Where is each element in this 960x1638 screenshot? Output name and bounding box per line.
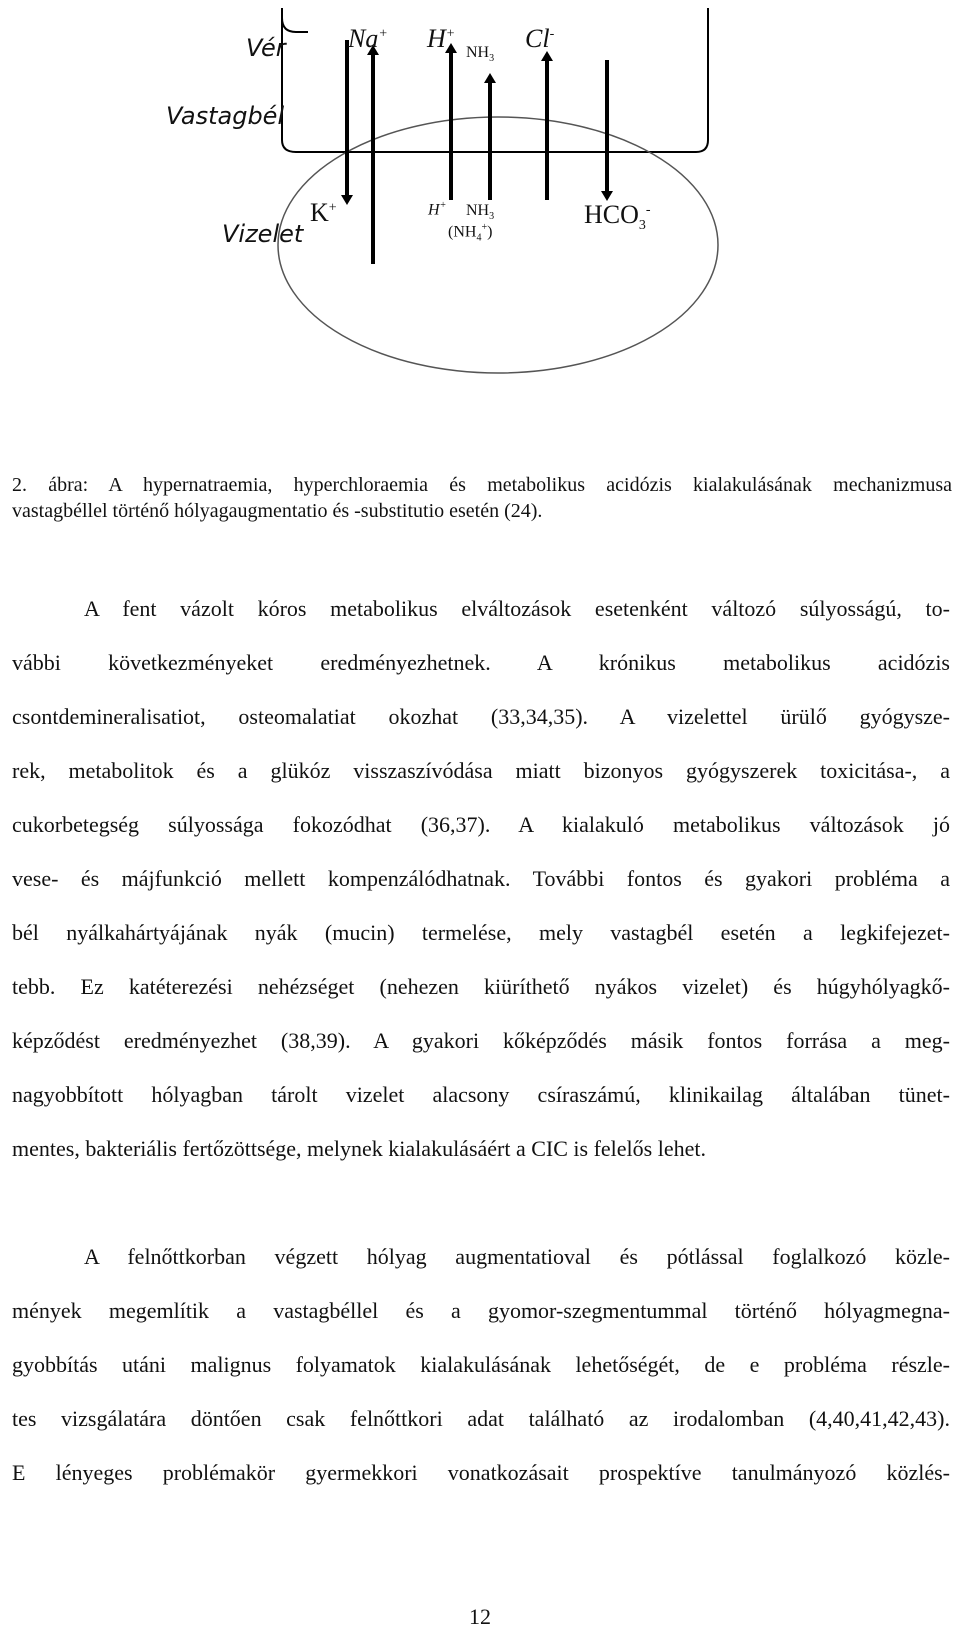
paragraph-line: cukorbetegség súlyossága fokozódhat (36,37). A kialakuló metabolikus változások jó xyxy=(12,812,950,837)
paragraph-line: A fent vázolt kóros metabolikus elváltozások esetenként változó súlyosságú, to- xyxy=(84,596,950,621)
paragraph-line: vábbi következményeket eredményezhetnek. A krónikus metabolikus acidózis xyxy=(12,650,950,675)
ion-cl: Cl- xyxy=(525,24,555,53)
ion-nh3-bottom: $NH_3$ xyxy=(466,202,495,223)
label-ver: Vér xyxy=(246,34,286,62)
paragraph-line: A felnőttkorban végzett hólyag augmentatioval és pótlással foglalkozó közle- xyxy=(84,1244,950,1269)
label-vastagbel: Vastagbél xyxy=(166,102,285,130)
blood-compartment xyxy=(282,8,308,32)
paragraph-line: E lényeges problémakör gyermekkori vonatkozásait prospektíve tanulmányozó közlés- xyxy=(12,1460,950,1485)
paragraph-line: tebb. Ez katéterezési nehézséget (nehezen kiüríthető nyákos vizelet) és húgyhólyagkő- xyxy=(12,974,950,999)
paragraph-line: rek, metabolitok és a glükóz visszaszívódása miatt bizonyos gyógyszerek toxicitása-, a xyxy=(12,758,950,783)
paragraph-line: mentes, bakteriális fertőzöttsége, melynek kialakulásáért a CIC is felelős lehet. xyxy=(12,1136,706,1161)
page-number: 12 xyxy=(469,1604,491,1629)
caption-line-2: vastagbéllel történő hólyagaugmentatio és -substitutio esetén (24). xyxy=(12,500,543,522)
figure-caption xyxy=(12,472,952,524)
ion-nh4: $(NH_4^+)$ xyxy=(448,222,493,244)
paragraph-line: bél nyálkahártyájának nyák (mucin) termelése, mely vastagbél esetén a legkifejezet- xyxy=(12,920,950,945)
paragraph-line: nagyobbított hólyagban tárolt vizelet alacsony csíraszámú, klinikailag általában tünet- xyxy=(12,1082,950,1107)
urine-compartment xyxy=(278,117,718,373)
ion-nh3-top: $NH_3$ xyxy=(466,44,495,65)
ion-h-top: H+ xyxy=(427,24,456,53)
ion-k: K+ xyxy=(310,198,337,227)
paragraph-line: gyobbítás utáni malignus folyamatok kialakulásának lehetőségét, de e probléma részle- xyxy=(12,1352,950,1377)
paragraph-line: képződést eredményezhet (38,39). A gyakori kőképződés másik fontos forrása a meg- xyxy=(12,1028,950,1053)
caption-line-1: 2. ábra: A hypernatraemia, hyperchloraemia és metabolikus acidózis kialakulásának mechanizmusa xyxy=(12,474,952,496)
ion-na: Na+ xyxy=(348,24,388,53)
label-vizelet: Vizelet xyxy=(222,220,304,248)
ion-h-bottom: H+ xyxy=(428,200,447,219)
ion-transport-diagram xyxy=(0,0,960,400)
paragraph-line: mények megemlítik a vastagbéllel és a gyomor-szegmentummal történő hólyagmegna- xyxy=(12,1298,950,1323)
paragraph-line: csontdemineralisatiot, osteomalatiat okozhat (33,34,35). A vizelettel ürülő gyógysze- xyxy=(12,704,950,729)
paragraph-line: vese- és májfunkció mellett kompenzálódhatnak. További fontos és gyakori probléma a xyxy=(12,866,950,891)
ion-hco3: $HCO_3^-$ xyxy=(584,200,651,234)
paragraph-line: tes vizsgálatára döntően csak felnőttkori adat található az irodalomban (4,40,41,42,43). xyxy=(12,1406,950,1431)
